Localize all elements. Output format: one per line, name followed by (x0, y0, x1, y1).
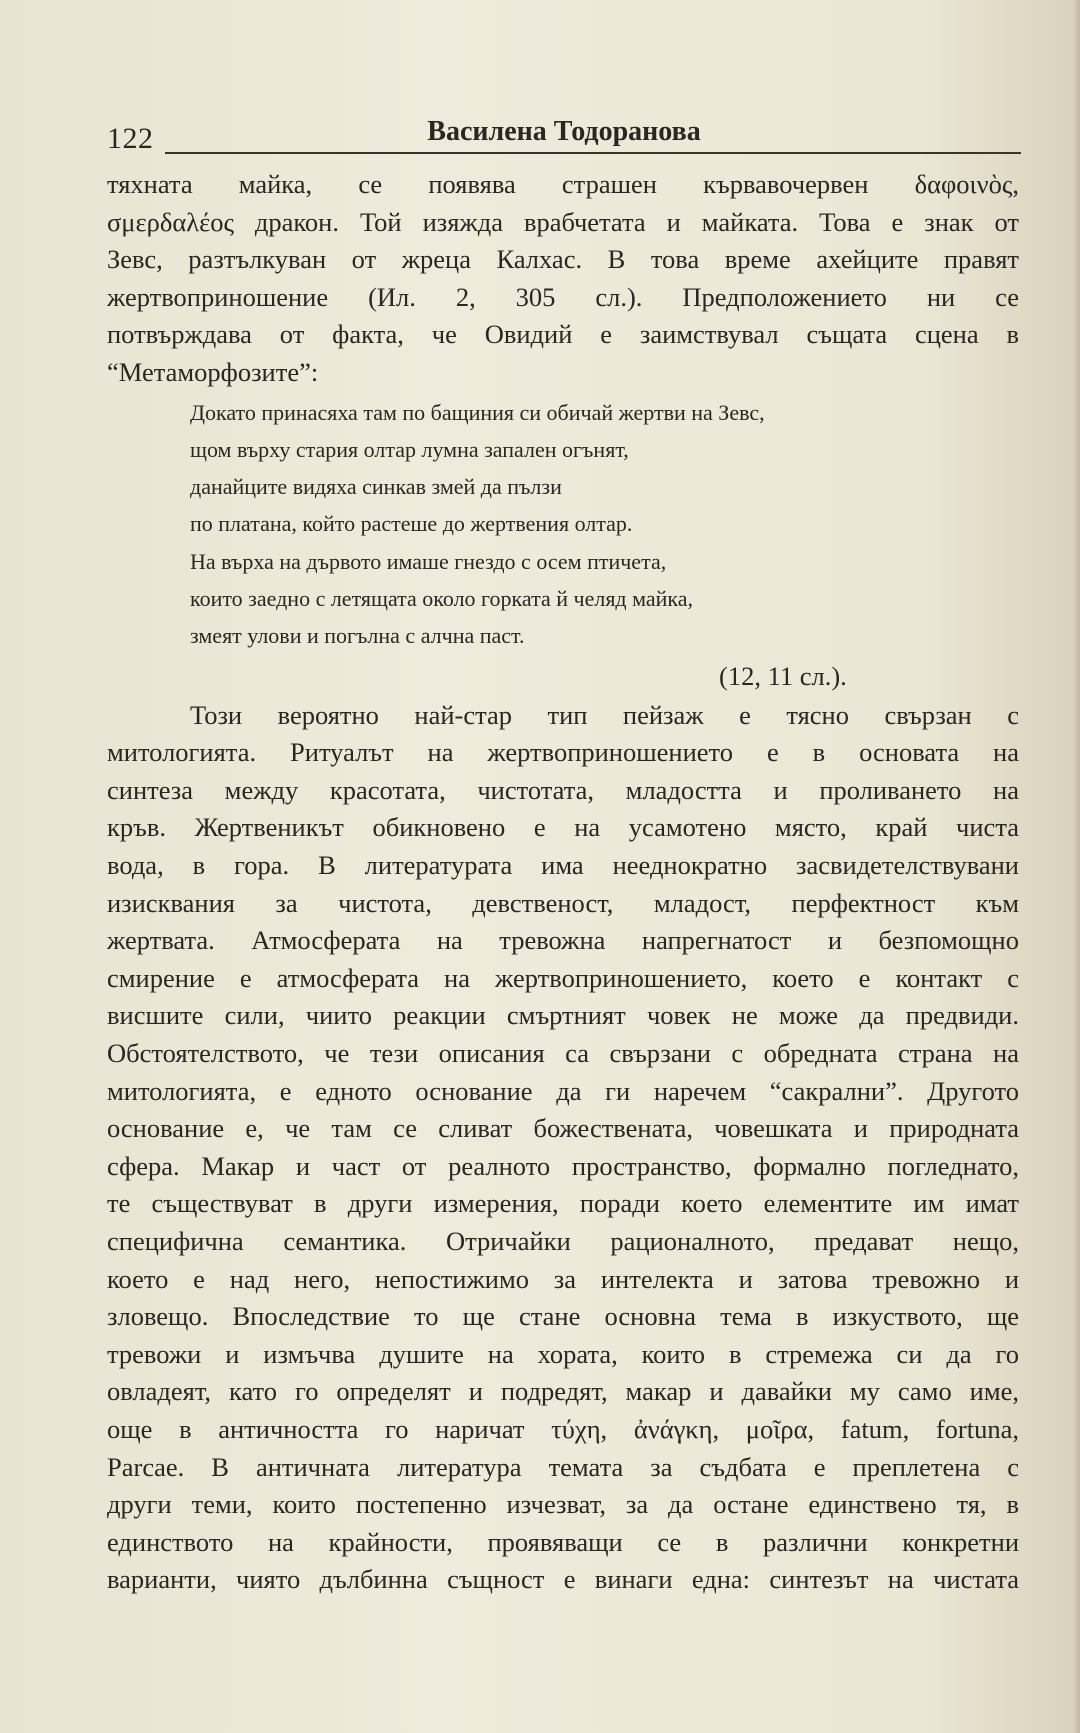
text-line: Този вероятно най-стар тип пейзаж е тясно свързан с (190, 699, 1019, 730)
body-text (107, 166, 1019, 1599)
verse-line: На върха на дървото имаше гнездо с осем птичета, (190, 548, 667, 574)
text-line: други теми, които постепенно изчезват, за да остане единствено тя, в (107, 1489, 1019, 1520)
text-line: митологията. Ритуалът на жертвоприношението е в основата на (107, 737, 1019, 768)
text-line: жертвата. Атмосферата на тревожна напрегнатост и безпомощно (107, 925, 1019, 956)
page-number: 122 (107, 122, 154, 155)
text-line: синтеза между красотата, чистотата, младостта и проливането на (107, 774, 1019, 805)
verse-quotation (107, 394, 1019, 655)
text-line: което е над него, непостижимо за интелекта и затова тревожно и (107, 1263, 1019, 1294)
text-line: сфера. Макар и част от реалното пространство, формално погледнато, (107, 1150, 1019, 1181)
text-line: Зевс, разтълкуван от жреца Калхас. В това време ахейците правят (107, 244, 1019, 275)
verse-line: щом върху стария олтар лумна запален огънят, (190, 436, 629, 462)
page-header (107, 112, 1021, 154)
text-line: σμερδαλέος дракон. Той изяжда врабчетата и майката. Това е знак от (107, 206, 1019, 237)
verse-line: по платана, който растеше до жертвения олтар. (190, 511, 633, 537)
text-line: те съществуват в други измерения, поради което елементите им имат (107, 1188, 1019, 1219)
text-line: варианти, чиято дълбинна същност е винаги една: синтезът на чистата (107, 1564, 1019, 1595)
quotation-citation: (12, 11 сл.). (719, 660, 847, 691)
text-line: още в античността го наричат τύχη, ἀνάγκη, μοῖρα, fatum, fortuna, (107, 1413, 1019, 1444)
verse-line: които заедно с летящата около горката й челяд майка, (190, 586, 694, 612)
text-line: изисквания за чистота, девственост, младост, перфектност към (107, 887, 1019, 918)
text-line: кръв. Жертвеникът обикновено е на усамотено място, край чиста (107, 812, 1019, 843)
text-line: вода, в гора. В литературата има нееднократно засвидетелствувани (107, 850, 1019, 881)
text-line: специфична семантика. Отричайки рационалното, предават нещо, (107, 1225, 1019, 1256)
text-line: овладеят, като го определят и подредят, макар и давайки му само име, (107, 1376, 1019, 1407)
text-line: потвърждава от факта, че Овидий е заимствувал същата сцена в (107, 319, 1019, 350)
text-line: висшите сили, чиито реакции смъртният човек не може да предвиди. (107, 1000, 1019, 1031)
text-line: Parcae. В античната литература темата за съдбата е преплетена с (107, 1451, 1019, 1482)
verse-line: Докато принасяха там по бащиния си обичай жертви на Зевс, (190, 399, 765, 425)
text-line: основание е, че там се сливат божествената, човешката и природната (107, 1113, 1019, 1144)
text-line: тяхната майка, се появява страшен кървавочервен δαφοινὸς, (107, 169, 1019, 199)
text-line: смирение е атмосферата на жертвоприношението, което е контакт с (107, 962, 1019, 993)
text-line: единството на крайности, проявяващи се в различни конкретни (107, 1526, 1019, 1557)
text-line: Обстоятелството, че тези описания са свързани с обредната страна на (107, 1037, 1019, 1068)
text-line: митологията, е едното основание да ги наречем “сакрални”. Другото (107, 1075, 1019, 1106)
running-head-author: Василена Тодоранова (427, 116, 701, 147)
header-rule (165, 152, 1021, 154)
verse-line: данайците видяха синкав змей да пълзи (190, 474, 562, 500)
text-line: “Метаморфозите”: (107, 356, 319, 387)
verse-line: змеят улови и погълна с алчна паст. (190, 623, 525, 649)
text-line: жертвоприношение (Ил. 2, 305 сл.). Предположението ни се (107, 281, 1019, 312)
text-line: тревожи и измъчва душите на хората, които в стремежа си да го (107, 1338, 1019, 1369)
text-line: зловещо. Впоследствие то ще стане основна тема в изкуството, ще (107, 1301, 1019, 1332)
page-edge-shadow (1072, 0, 1080, 1733)
